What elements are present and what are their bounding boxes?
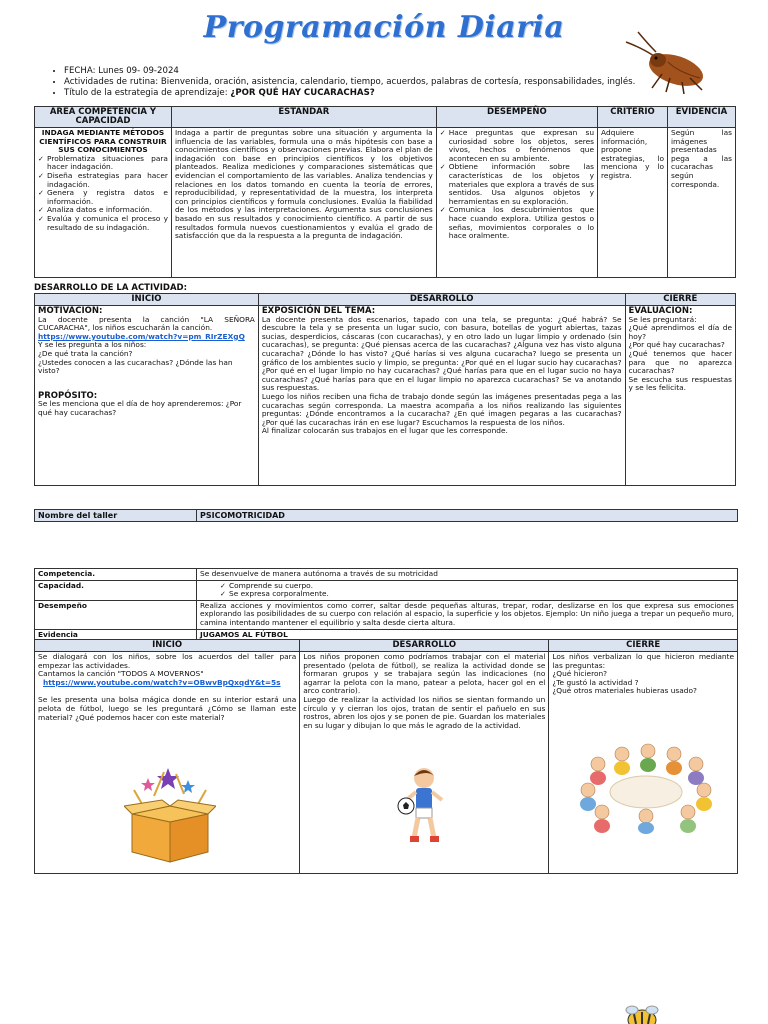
capacidad-item: ✓ Analiza datos e información.: [38, 206, 168, 215]
capacidad-item: ✓ Diseña estrategias para hacer indagación.: [38, 172, 168, 189]
competencia-table: [34, 568, 738, 641]
evaluacion-item: ¿Qué tenemos que hacer para que no aparezca cucarachas?: [628, 348, 732, 376]
evaluacion-question: Se les preguntará:: [628, 314, 697, 324]
desempeno-label: Desempeño: [35, 600, 197, 629]
evaluacion-item: ¿Qué aprendimos el día de hoy?: [628, 323, 732, 341]
evidencia-label: Evidencia: [35, 629, 197, 641]
planning-table: [34, 106, 736, 278]
header-criterio: CRITERIO: [598, 107, 668, 128]
info-list: [50, 66, 704, 99]
taller-label: Nombre del taller: [35, 510, 197, 522]
competencia-value: Se desenvuelve de manera autónoma a través de su motricidad: [197, 569, 738, 581]
fecha-text: • FECHA: Lunes 09- 09-2024: [64, 66, 704, 77]
bee-icon: [612, 1004, 672, 1024]
exposicion-p1: La docente presenta dos escenarios, tapado con una tela, se pregunta: ¿Qué habrá? Se descubre la tela y se presenta un lugar sucio, con basura, botellas de yogurt abiertas, tazas sucias, desperdicios, cáscaras (con cucarachas), y en otro lado un lugar limpio y ordenado (sin cucarachas), se pregunta: ¿Qué piensas acerca de las cucarachas? ¿Alguna vez has visto alguna cucaracha? ¿Dónde lo has visto? ¿Qué harías si ves alguna cucaracha? luego se presenta un gráfico de los ambientes sucio y limpio, se pregunta: ¿Por qué en el lugar sucio hay cucarachas? ¿Por qué en el lugar limpio no hay cucarachas? ¿Qué harías para que en el lugar sucio no haya cucarachas? ¿Qué harías para que en el lugar limpio no aparezca cucarachas? Se va anotando sus respuestas.: [261, 314, 622, 393]
desempeno-item: ✓ Hace preguntas que expresan su curiosidad sobre los objetos, seres vivos, hechos o fenómenos que acontecen en su ambiente.: [440, 129, 594, 163]
taller-cierre-question: ¿Qué otros materiales hubieras usado?: [552, 686, 697, 696]
proposito-text: Se les menciona que el día de hoy aprenderemos: ¿Por qué hay cucarachas?: [38, 399, 242, 417]
inicio-cell: [35, 306, 259, 486]
motivacion-link[interactable]: https://www.youtube.com/watch?v=pm_RIrZEXgQ: [38, 331, 245, 341]
taller-desarrollo-text-2: Luego de realizar la actividad los niños se sientan formando un círculo y y cierran los ojos, tratan de sentir el pañuelo en sus rostros, abren los ojos y se ponen de pie. Guardan los materiales en su lugar y dibujan lo que más le agrado de la actividad.: [303, 694, 546, 730]
proposito-title: PROPÓSITO:: [38, 390, 98, 401]
taller-inicio-text-1: Se dialogará con los niños, sobre los acuerdos del taller para empezar las actividades.: [38, 652, 297, 670]
header-inicio: INICIO: [35, 294, 259, 306]
desempeno-item: ✓ Obtiene información sobre las características de los objetos y materiales que explora a través de sus sentidos. Usa algunos objetos y herramientas en su exploración.: [440, 163, 594, 206]
header-area: AREA COMPETENCIA Y CAPACIDAD: [35, 107, 172, 128]
motivacion-question-1: ¿De qué trata la canción?: [38, 348, 133, 358]
header-desempeno: DESEMPEÑO: [436, 107, 597, 128]
exposicion-p2: Luego los niños reciben una ficha de trabajo donde según las imágenes presentadas pega a las cucarachas según corresponda. La maestra acompaña a los niños realizando las siguientes preguntas: ¿Dónde encontramos a la cucaracha? ¿En qué imagen pegaras a las cucarachas? ¿Por qué las cucarachas irán en ese lugar? Escuchamos la respuesta de los niños.: [261, 391, 622, 427]
area-title: INDAGA MEDIANTE MÉTODOS CIENTÍFICOS PARA CONSTRUIR SUS CONOCIMIENTOS: [39, 128, 167, 155]
desempeno-item: ✓ Comunica los descubrimientos que hace cuando explora. Utiliza gestos o señas, movimientos corporales o lo hace oralmente.: [440, 206, 594, 240]
capacidad-label: Capacidad.: [35, 580, 197, 600]
motivacion-text: La docente presenta la canción "LA SEÑORA CUCARACHA", los niños escucharán la canción.: [38, 314, 255, 333]
evaluacion-item: ¿Por qué hay cucarachas?: [628, 340, 725, 350]
header-evidencia: EVIDENCIA: [668, 107, 736, 128]
capacidades-list: [38, 155, 168, 232]
exposicion-title: EXPOSICIÓN DEL TEMA:: [261, 306, 376, 316]
actividad-table: [34, 293, 736, 486]
header-desarrollo: DESARROLLO: [300, 640, 549, 652]
evidencia-cell: Según las imágenes presentadas pega a las cucarachas según corresponda.: [668, 128, 736, 278]
capacidad-item: ✓ Problematiza situaciones para hacer indagación.: [38, 155, 168, 172]
titulo-estrategia: • Título de la estrategia de aprendizaje: ¿POR QUÉ HAY CUCARACHAS?: [64, 88, 704, 99]
cierre-cell: [625, 306, 735, 486]
taller-table: [34, 509, 738, 522]
titulo-value: ¿POR QUÉ HAY CUCARACHAS?: [230, 88, 375, 98]
capacidad-item: ✓ Se expresa corporalmente.: [220, 590, 734, 599]
desempeno-list: [440, 129, 594, 241]
motivacion-title: MOTIVACION:: [38, 306, 103, 316]
evidencia-value: JUGAMOS AL FÚTBOL: [197, 629, 738, 641]
area-cell: [35, 128, 172, 278]
taller-value: PSICOMOTRICIDAD: [197, 510, 738, 522]
capacidad-item: ✓ Evalúa y comunica el proceso y resultado de su indagación.: [38, 215, 168, 232]
evaluacion-item: Se escucha sus respuestas y se les felicita.: [628, 374, 732, 393]
footer-title-fragment: [290, 1012, 470, 1024]
kids-circle-illustration: [578, 742, 714, 834]
header-cierre: CIERRE: [625, 294, 735, 306]
taller-cierre-text-1: Los niños verbalizan lo que hicieron mediante las preguntas:: [552, 652, 734, 670]
competencia-label: Competencia.: [35, 569, 197, 581]
taller-inicio-text-3: Se les presenta una bolsa mágica donde en su interior estará una pelota de fútbol, luego se les preguntará ¿Cómo se llaman este material? ¿Qué podemos hacer con este material?: [38, 695, 297, 722]
desempeno-value: Realiza acciones y movimientos como correr, saltar desde pequeñas alturas, trepar, rodar, deslizarse en los que expresa sus emociones explorando las posibilidades de su cuerpo con relación al espacio, la superficie y los objetos. Ejemplo: Un niño juega a trepar un pequeño muro, camina intentando mantener el equilibrio y salta desde cierta altura.: [197, 600, 738, 629]
taller-inicio-text-2: Cantamos la canción "TODOS A MOVERNOS": [38, 669, 204, 679]
actividad-label: DESARROLLO DE LA ACTIVIDAD:: [34, 283, 187, 293]
header-estandar: ESTANDAR: [171, 107, 436, 128]
desempeno-cell: [436, 128, 597, 278]
taller-desarrollo-text-1: Los niños proponen como podríamos trabajar con el material presentado (pelota de fútbol), se realiza la actividad donde se formaran grupos y se trabajara según las indicaciones (no agarrar la pelota con la mano, patear a pelota, hacer gol en el arco contrario).: [303, 652, 546, 696]
magic-box-illustration: [124, 760, 216, 864]
desarrollo-cell: [258, 306, 625, 486]
header-cierre: CIERRE: [549, 640, 738, 652]
taller-cierre-question: ¿Qué hicieron?: [552, 669, 608, 679]
soccer-kid-illustration: [396, 764, 450, 854]
header-desarrollo: DESARROLLO: [258, 294, 625, 306]
exposicion-p3: Al finalizar colocarán sus trabajos en el lugar que les corresponde.: [261, 426, 508, 436]
taller-inicio-link[interactable]: https://www.youtube.com/watch?v=OBwvBpQxqdY&t=5s: [43, 677, 281, 687]
capacidad-list: [200, 582, 734, 599]
motivacion-question: Y se les pregunta a los niños:: [38, 340, 147, 350]
capacidad-item: ✓ Genera y registra datos e información.: [38, 189, 168, 206]
criterio-cell: Adquiere información, propone estrategias, lo menciona y lo registra.: [598, 128, 668, 278]
capacidad-item: ✓ Comprende su cuerpo.: [220, 582, 734, 591]
motivacion-question-2: ¿Ustedes conocen a las cucarachas? ¿Dónde las han visto?: [38, 357, 233, 376]
rutina-text: • Actividades de rutina: Bienvenida, oración, asistencia, calendario, tiempo, acuerdos, palabras de cortesía, responsabilidades, inglés.: [64, 77, 704, 88]
estandar-cell: Indaga a partir de preguntas sobre una situación y argumenta la influencia de las variables, formula una o más hipótesis con base a conocimientos científicos y observaciones previas. Elabora el plan de indagación con base en principios científicos y los objetivos planteados. Realiza mediciones y comparaciones sistemáticas que evidencian el comportamiento de las variables. Analiza tendencias y relaciones en los datos tomando en cuenta la teoría de errores, reproducibilidad, y representatividad de la muestra, los interpreta con principios científicos y formula conclusiones. Evalúa la fiabilidad de los métodos y las interpretaciones. Argumenta sus conclusiones basado en sus resultados y conocimiento científico. A partir de sus resultados formula nuevos cuestionamientos y evalúa el grado de satisfacción que da la respuesta a la pregunta de indagación.: [171, 128, 436, 278]
capacidad-value: [197, 580, 738, 600]
taller-cierre-question: ¿Te gustó la actividad ?: [552, 677, 639, 687]
page-title: Programación Diaria: [203, 10, 565, 45]
header-inicio: INICIO: [35, 640, 300, 652]
evaluacion-title: EVALUACION:: [628, 306, 693, 316]
